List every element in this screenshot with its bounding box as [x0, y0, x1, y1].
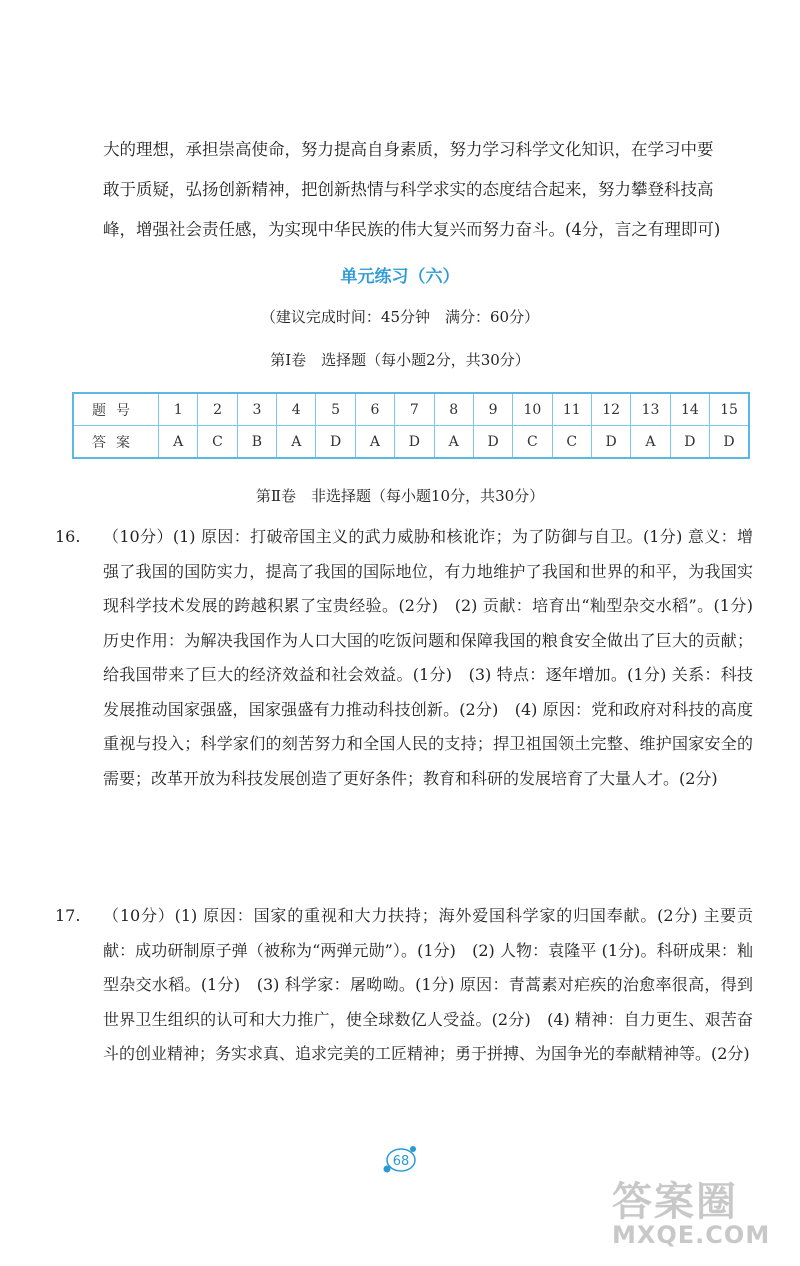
question-number: 4: [277, 393, 316, 426]
answer-cell: A: [434, 426, 473, 459]
row-header: 题号: [73, 393, 159, 426]
answer-cell: B: [237, 426, 276, 459]
question-number-label: 17.: [55, 906, 81, 925]
question-number: 10: [513, 393, 552, 426]
question-number: 8: [434, 393, 473, 426]
question-answer-text: （10分）(1) 原因：国家的重视和大力扶持；海外爱国科学家的归国奉献。(2分) 主要贡献：成功研制原子弹（被称为“两弹元勋”）。(1分) (2) 人物：袁隆平 (1分)。科研成果：籼型杂交水稻。(1分) (3) 科学家：屠呦呦。(1分) 原因：青蒿素对疟疾的治愈率很高，得到世界卫生组织的认可和大力推广，使全球数亿人受益。(2分) (4) 精神：自力更生、艰苦奋斗的创业精神；务实求真、追求完美的工匠精神；勇于拼搏、为国争光的奉献精神等。(2分): [103, 906, 753, 1063]
watermark-line1: 答案圈: [612, 1179, 738, 1225]
unit-title: 单元练习（六）: [340, 267, 460, 287]
answer-cell: D: [316, 426, 355, 459]
question-number: 6: [355, 393, 394, 426]
answer-cell: D: [395, 426, 434, 459]
answer-cell: D: [710, 426, 749, 459]
answer-cell: C: [513, 426, 552, 459]
answer-cell: C: [198, 426, 237, 459]
question-number: 7: [395, 393, 434, 426]
answer-cell: A: [355, 426, 394, 459]
answer-cell: D: [670, 426, 709, 459]
page-number-badge: [380, 1143, 420, 1175]
question-answer-text: （10分）(1) 原因：打破帝国主义的武力威胁和核讹诈；为了防御与自卫。(1分) 意义：增强了我国的国防实力，提高了我国的国际地位，有力地维护了我国和世界的和平，为我国实现科学技术发展的跨越积累了宝贵经验。(2分) (2) 贡献：培育出“籼型杂交水稻”。(1分) 历史作用：为解决我国作为人口大国的吃饭问题和保障我国的粮食安全做出了巨大的贡献；给我国带来了巨大的经济效益和社会效益。(1分) (3) 特点：逐年增加。(1分) 关系：科技发展推动国家强盛，国家强盛有力推动科技创新。(2分) (4) 原因：党和政府对科技的高度重视与投入；科学家们的刻苦努力和全国人民的支持；捍卫祖国领土完整、维护国家安全的需要；改革开放为科技发展创造了更好条件；教育和科研的发展培育了大量人才。(2分): [103, 527, 753, 788]
question-number-row: [73, 393, 749, 426]
intro-paragraph: [103, 130, 753, 250]
answer-cell: D: [591, 426, 630, 459]
question-number: 12: [591, 393, 630, 426]
page-number: 68: [392, 1154, 410, 1169]
suggested-time: （建议完成时间：45分钟 满分：60分）: [260, 308, 540, 326]
intro-line: 峰，增强社会责任感，为实现中华民族的伟大复兴而努力奋斗。(4分，言之有理即可): [103, 220, 721, 239]
section1-title: 第Ⅰ卷 选择题（每小题2分，共30分）: [270, 351, 530, 369]
intro-line: 敢于质疑，弘扬创新精神，把创新热情与科学求实的态度结合起来，努力攀登科技高: [103, 180, 714, 199]
question-number: 2: [198, 393, 237, 426]
question-number: 15: [710, 393, 749, 426]
watermark: [612, 1170, 792, 1249]
flower-badge-icon: [380, 1143, 420, 1175]
question-number: 9: [473, 393, 512, 426]
intro-line: 大的理想，承担崇高使命，努力提高自身素质，努力学习科学文化知识，在学习中要: [103, 140, 714, 159]
row-header: 答案: [73, 426, 159, 459]
question-number-label: 16.: [55, 527, 81, 546]
answer-cell: D: [473, 426, 512, 459]
question-number: 1: [159, 393, 198, 426]
answer-cell: A: [631, 426, 670, 459]
question-17: [55, 899, 753, 1072]
answer-cell: A: [159, 426, 198, 459]
question-number: 11: [552, 393, 591, 426]
answer-table: [72, 392, 750, 459]
answer-cell: A: [277, 426, 316, 459]
watermark-line2: MXQE.COM: [612, 1221, 771, 1249]
section2-title: 第Ⅱ卷 非选择题（每小题10分，共30分）: [255, 487, 545, 505]
question-number: 13: [631, 393, 670, 426]
question-number: 5: [316, 393, 355, 426]
question-number: 14: [670, 393, 709, 426]
question-number: 3: [237, 393, 276, 426]
answer-cell: C: [552, 426, 591, 459]
answer-row: [73, 426, 749, 459]
question-16: [55, 520, 753, 796]
